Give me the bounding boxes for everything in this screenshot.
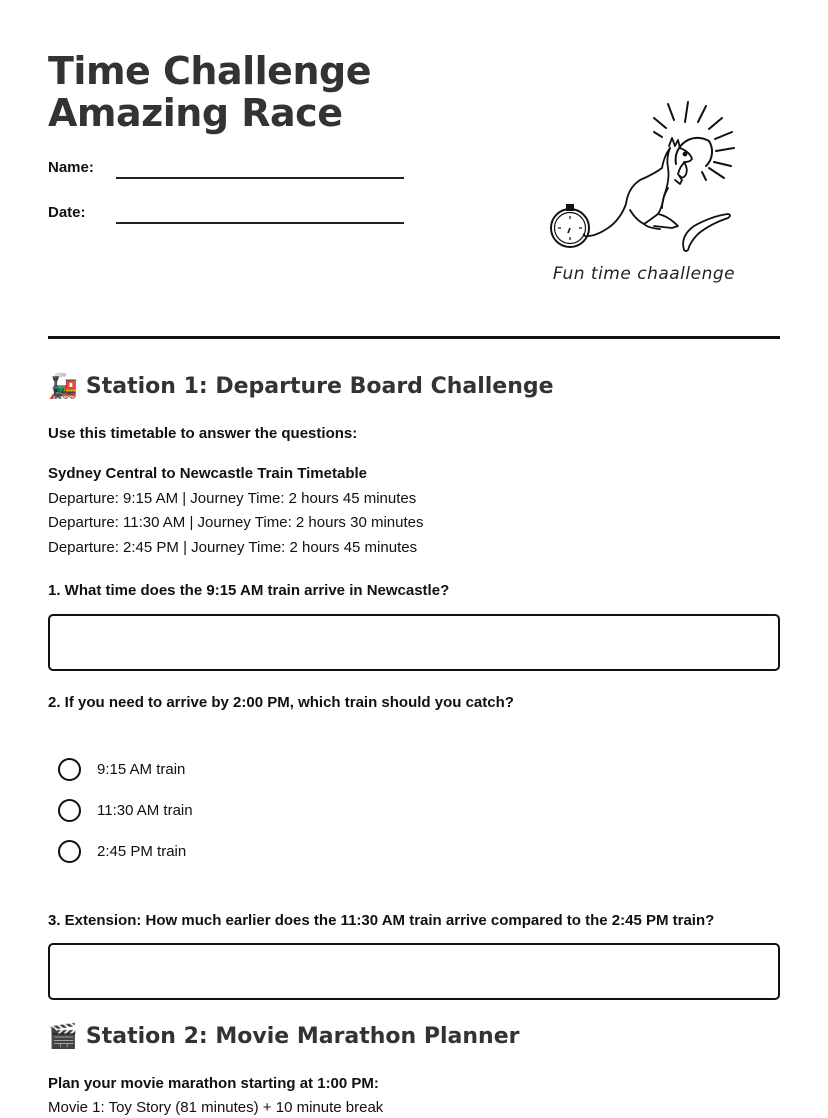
station-1-heading-text: Station 1: Departure Board Challenge <box>85 373 554 399</box>
timetable-title: Sydney Central to Newcastle Train Timetable <box>48 465 367 482</box>
q2-option-1-label: 9:15 AM train <box>97 760 186 778</box>
title-line-1: Time Challenge <box>48 49 371 93</box>
page-title <box>48 50 371 134</box>
name-field-row <box>48 159 408 189</box>
sun-icon <box>654 102 734 180</box>
train-icon: 🚂 <box>48 372 78 400</box>
q2-option-1[interactable] <box>58 757 185 781</box>
question-3-answer-box[interactable] <box>48 943 780 1000</box>
question-2: 2. If you need to arrive by 2:00 PM, which train should you catch? <box>48 694 514 711</box>
clapperboard-icon: 🎬 <box>48 1022 78 1050</box>
movie-1-line: Movie 1: Toy Story (81 minutes) + 10 minute break <box>48 1099 384 1116</box>
stopwatch-icon <box>551 205 589 247</box>
boomerang-icon <box>683 214 730 251</box>
q2-option-2[interactable] <box>58 798 193 822</box>
radio-circle-icon[interactable] <box>58 758 81 781</box>
name-label: Name: <box>48 159 94 176</box>
title-line-2: Amazing Race <box>48 91 343 135</box>
station-2-heading <box>48 1022 519 1050</box>
question-3: 3. Extension: How much earlier does the 11:30 AM train arrive compared to the 2:45 PM train? <box>48 912 715 929</box>
name-field-line[interactable] <box>116 177 404 179</box>
radio-circle-icon[interactable] <box>58 799 81 822</box>
timetable-row-3: Departure: 2:45 PM | Journey Time: 2 hours 45 minutes <box>48 539 418 556</box>
header-divider <box>48 336 780 339</box>
station-2-instruction: Plan your movie marathon starting at 1:00 PM: <box>48 1075 379 1092</box>
station-1-heading <box>48 372 554 400</box>
date-field-row <box>48 204 408 234</box>
question-1-answer-box[interactable] <box>48 614 780 671</box>
date-field-line[interactable] <box>116 222 404 224</box>
date-label: Date: <box>48 204 86 221</box>
timetable-row-2: Departure: 11:30 AM | Journey Time: 2 hours 30 minutes <box>48 514 424 531</box>
station-2-heading-text: Station 2: Movie Marathon Planner <box>85 1023 520 1049</box>
station-1-instruction: Use this timetable to answer the questions: <box>48 425 358 442</box>
q2-option-2-label: 11:30 AM train <box>97 801 193 819</box>
illustration-caption: Fun time chaallenge <box>552 264 736 284</box>
q2-option-3-label: 2:45 PM train <box>97 842 187 860</box>
radio-circle-icon[interactable] <box>58 840 81 863</box>
timetable-row-1: Departure: 9:15 AM | Journey Time: 2 hours 45 minutes <box>48 490 417 507</box>
question-1: 1. What time does the 9:15 AM train arrive in Newcastle? <box>48 582 450 599</box>
q2-option-3[interactable] <box>58 839 186 863</box>
